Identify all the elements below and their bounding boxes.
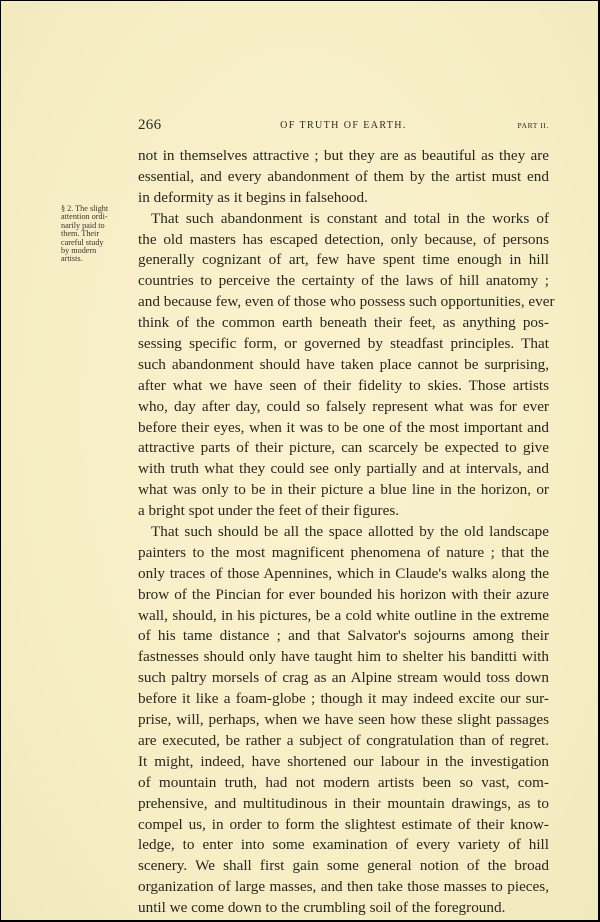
text-line: attractive parts of their picture, can scarcely be expected to give xyxy=(138,439,549,457)
text-line: what was only to be in their picture a blue line in the horizon, or xyxy=(138,481,549,499)
text-line: generally cognizant of art, few have spent time enough in hill xyxy=(138,251,549,269)
part-label: PART II. xyxy=(517,121,549,130)
text-line: painters to the most magnificent phenomena of nature ; that the xyxy=(138,543,549,561)
text-line: until we come down to the crumbling soil of the foreground. xyxy=(138,899,506,917)
text-line: of his tame distance ; and that Salvator's sojourns among their xyxy=(138,627,549,645)
text-line: in deformity as it begins in falsehood. xyxy=(138,188,368,206)
sidenote-line: attention ordi- xyxy=(61,212,108,222)
page-number: 266 xyxy=(138,117,162,133)
sidenote-line: narily paid to xyxy=(61,220,105,230)
text-line: wall, should, in his pictures, be a cold white outline in the extreme xyxy=(138,606,549,624)
text-line: before their eyes, when it was to be one of the most important and xyxy=(138,418,549,436)
text-line: such paltry morsels of crag as an Alpine stream would toss down xyxy=(138,669,549,687)
text-line: such abandonment should have taken place cannot be surprising, xyxy=(138,355,549,373)
text-line: not in themselves attractive ; but they are as beautiful as they are xyxy=(138,147,549,164)
text-line: and because few, even of those who possess such opportunities, ever xyxy=(138,293,555,311)
text-line: with truth what they could see only partially and at intervals, and xyxy=(138,460,549,478)
text-line: prise, will, perhaps, when we have seen how these slight passages xyxy=(138,711,549,729)
sidenote-line: by modern xyxy=(61,246,97,256)
text-line: of mountain truth, had not modern artists been so vast, com- xyxy=(138,773,549,791)
text-line: a bright spot under the feet of their figures. xyxy=(138,502,400,520)
text-line: ledge, to enter into some examination of every variety of hill xyxy=(138,836,549,854)
marginal-sidenote xyxy=(61,205,133,264)
text-line: brow of the Pincian for ever bounded his horizon with their azure xyxy=(138,585,549,603)
text-line: scenery. We shall first gain some general notion of the broad xyxy=(138,857,549,875)
page-header xyxy=(138,117,549,137)
text-line: only traces of those Apennines, which in Claude's walks along the xyxy=(138,564,549,582)
text-line: That such abandonment is constant and total in the works of xyxy=(151,209,549,227)
paragraph-3 xyxy=(138,522,549,919)
sidenote-line: § 2. The slight xyxy=(61,204,109,213)
text-line: who, day after day, could so falsely represent what was for ever xyxy=(138,397,549,415)
text-line: prehensive, and multitudinous in their mountain drawings, as to xyxy=(138,794,549,812)
text-line: essential, and every abandonment of them by the artist must end xyxy=(138,167,549,185)
sidenote-line: artists. xyxy=(61,254,83,264)
text-line: compel us, in order to form the slightest estimate of their know- xyxy=(138,815,549,833)
running-title: OF TRUTH OF EARTH. xyxy=(280,120,407,131)
book-page xyxy=(1,1,598,920)
text-line: countries to perceive the certainty of the laws of hill anatomy ; xyxy=(138,272,549,290)
body-text xyxy=(138,146,555,919)
sidenote-line: them. Their xyxy=(61,229,100,239)
text-line: organization of large masses, and then take those masses to pieces, xyxy=(138,878,549,896)
paragraph-2 xyxy=(138,209,555,522)
text-line: are executed, be rather a subject of congratulation than of regret. xyxy=(138,731,549,749)
sidenote-line: careful study xyxy=(61,237,104,247)
text-line: after what we have seen of their fidelity to skies. Those artists xyxy=(138,376,549,394)
text-line: That such should be all the space allotted by the old landscape xyxy=(151,523,549,541)
text-line: sessing specific form, or governed by steadfast principles. That xyxy=(138,335,549,353)
paragraph-1 xyxy=(138,146,549,209)
text-line: the old masters has escaped detection, only because, of persons xyxy=(138,230,549,248)
text-line: It might, indeed, have shortened our labour in the investigation xyxy=(138,752,549,770)
text-line: before it like a foam-globe ; though it may indeed excite our sur- xyxy=(138,690,549,708)
text-line: think of the common earth beneath their feet, as anything pos- xyxy=(138,314,549,332)
text-line: fastnesses should only have taught him to shelter his banditti with xyxy=(138,648,549,666)
